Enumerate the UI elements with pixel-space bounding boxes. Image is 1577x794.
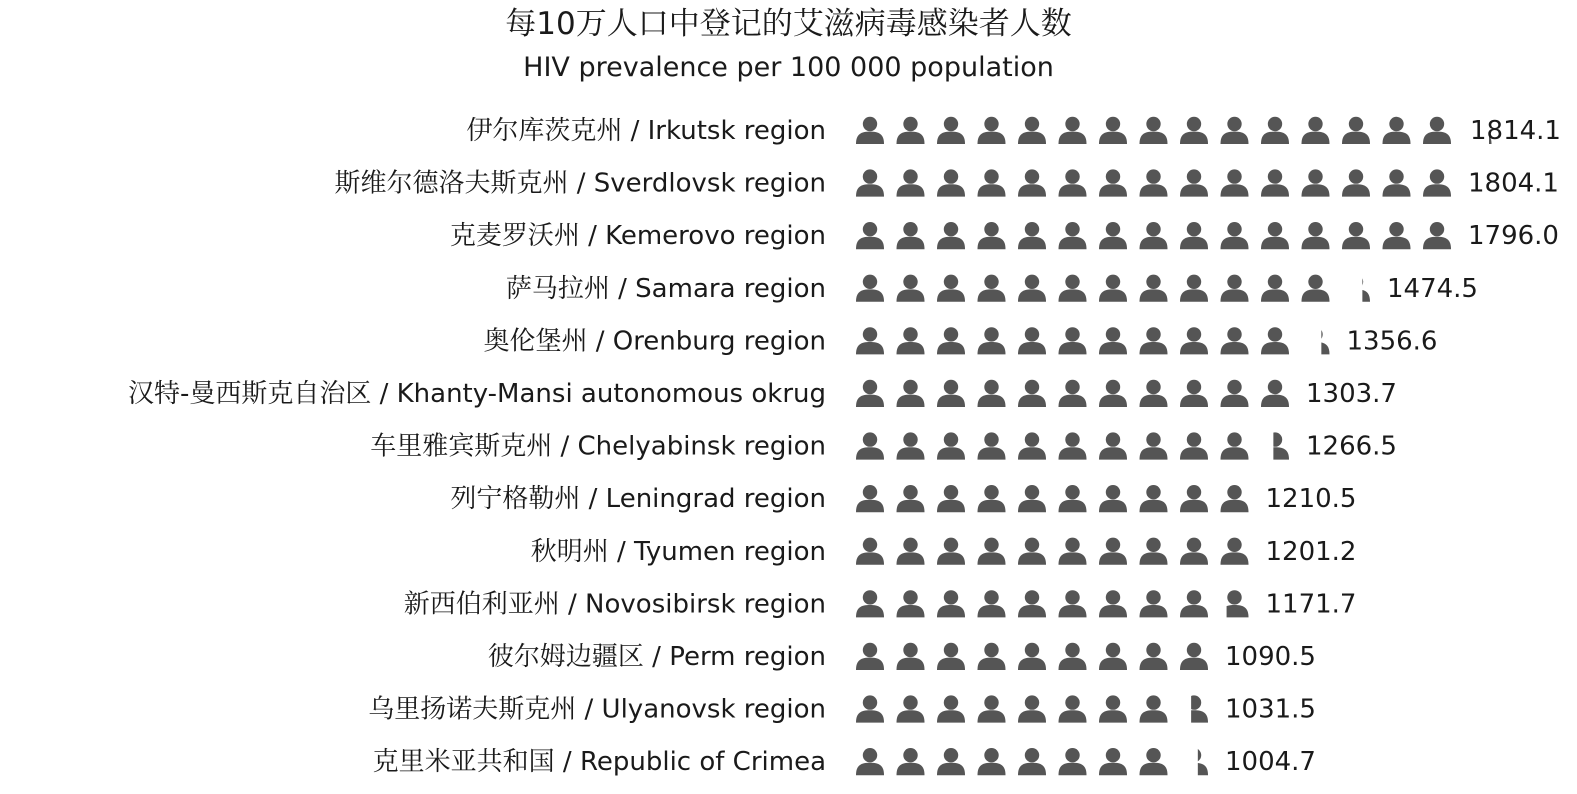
person-icon xyxy=(1180,275,1208,302)
person-icon xyxy=(1140,432,1168,459)
person-icon xyxy=(1140,275,1168,302)
value-label: 1171.7 xyxy=(1265,589,1357,620)
value-label: 1201.2 xyxy=(1265,536,1357,567)
person-icon xyxy=(1140,222,1168,249)
person-icon xyxy=(1059,380,1087,407)
chart-row xyxy=(370,432,1397,462)
person-icon xyxy=(856,222,884,249)
person-icon xyxy=(1099,590,1127,617)
person-icon xyxy=(978,538,1006,565)
value-label: 1090.5 xyxy=(1225,642,1316,672)
partial-icon-group xyxy=(1180,695,1208,722)
value-label: 1356.6 xyxy=(1346,326,1438,357)
value-label: 1031.5 xyxy=(1225,694,1316,725)
person-icon xyxy=(897,590,925,617)
person-icon xyxy=(1180,590,1208,617)
person-icon xyxy=(1423,169,1451,196)
person-icon xyxy=(1180,432,1208,459)
category-label: 列宁格勒州 / Leningrad region xyxy=(450,484,826,515)
person-icon xyxy=(1018,485,1046,512)
person-icon xyxy=(1383,169,1411,196)
person-icon xyxy=(1383,117,1411,144)
person-icon xyxy=(1180,485,1208,512)
value-label: 1796.0 xyxy=(1468,221,1559,252)
person-icon xyxy=(937,169,965,196)
person-icon xyxy=(856,748,884,775)
person-icon xyxy=(1099,432,1127,459)
person-icon xyxy=(937,327,965,354)
person-icon xyxy=(1302,169,1330,196)
person-icon xyxy=(1221,538,1249,565)
person-icon xyxy=(1018,590,1046,617)
person-icon xyxy=(897,748,925,775)
person-icon xyxy=(1018,222,1046,249)
person-icon xyxy=(1099,169,1127,196)
person-icon xyxy=(937,748,965,775)
chart-row xyxy=(483,326,1437,356)
person-icon xyxy=(897,432,925,459)
person-icon xyxy=(856,485,884,512)
person-icon xyxy=(937,695,965,722)
person-icon xyxy=(937,643,965,670)
person-icon xyxy=(1180,643,1208,670)
person-icon xyxy=(856,117,884,144)
person-icon xyxy=(1018,169,1046,196)
category-label: 彼尔姆边疆区 / Perm region xyxy=(487,642,826,672)
value-label: 1210.5 xyxy=(1265,484,1357,515)
person-icon xyxy=(1261,117,1289,144)
person-icon xyxy=(856,590,884,617)
category-label: 汉特-曼西斯克自治区 / Khanty-Mansi autonomous okrug xyxy=(127,379,826,409)
person-icon xyxy=(897,169,925,196)
person-icon xyxy=(1140,169,1168,196)
person-icon xyxy=(978,275,1006,302)
person-icon xyxy=(897,695,925,722)
person-icon xyxy=(937,432,965,459)
person-icon xyxy=(1180,538,1208,565)
person-icon xyxy=(1099,538,1127,565)
person-icon xyxy=(1180,748,1208,775)
person-icon xyxy=(1140,327,1168,354)
person-icon xyxy=(1018,538,1046,565)
person-icon xyxy=(897,380,925,407)
person-icon xyxy=(937,117,965,144)
chart-row xyxy=(128,379,1397,409)
chart-row xyxy=(334,169,1559,199)
person-icon xyxy=(897,485,925,512)
person-icon xyxy=(978,485,1006,512)
person-icon xyxy=(1059,590,1087,617)
person-icon xyxy=(1302,327,1330,354)
person-icon xyxy=(1261,222,1289,249)
person-icon xyxy=(1261,327,1289,354)
person-icon xyxy=(856,695,884,722)
value-label: 1266.5 xyxy=(1306,431,1397,462)
chart-row xyxy=(368,695,1316,725)
person-icon xyxy=(1059,432,1087,459)
chart-row xyxy=(450,221,1559,251)
chart-row xyxy=(466,116,1561,146)
category-label: 新西伯利亚州 / Novosibirsk region xyxy=(403,589,826,620)
person-icon xyxy=(978,432,1006,459)
chart-title: 每10万人口中登记的艾滋病毒感染者人数 xyxy=(505,6,1072,42)
person-icon xyxy=(937,380,965,407)
person-icon xyxy=(1180,169,1208,196)
chart-row xyxy=(488,642,1316,672)
category-label: 乌里扬诺夫斯克州 / Ulyanovsk region xyxy=(368,694,826,725)
person-icon xyxy=(1099,695,1127,722)
person-icon xyxy=(1423,117,1451,144)
person-icon xyxy=(1140,643,1168,670)
person-icon xyxy=(978,380,1006,407)
person-icon xyxy=(1059,222,1087,249)
person-icon xyxy=(978,643,1006,670)
value-label: 1804.1 xyxy=(1468,168,1559,199)
person-icon xyxy=(937,590,965,617)
chart-subtitle: HIV prevalence per 100 000 population xyxy=(523,52,1054,83)
person-icon xyxy=(1140,117,1168,144)
person-icon xyxy=(1261,169,1289,196)
person-icon xyxy=(937,485,965,512)
person-icon xyxy=(897,117,925,144)
person-icon xyxy=(1099,117,1127,144)
person-icon xyxy=(1140,695,1168,722)
category-label: 克麦罗沃州 / Kemerovo region xyxy=(449,221,826,252)
value-label: 1814.1 xyxy=(1470,116,1561,146)
person-icon xyxy=(1221,275,1249,302)
partial-icon-group xyxy=(1221,590,1249,617)
person-icon xyxy=(1261,275,1289,302)
person-icon xyxy=(1018,748,1046,775)
person-icon xyxy=(1018,327,1046,354)
person-icon xyxy=(1302,222,1330,249)
person-icon xyxy=(856,643,884,670)
person-icon xyxy=(1059,275,1087,302)
person-icon xyxy=(1099,275,1127,302)
person-icon xyxy=(897,643,925,670)
partial-icon-group xyxy=(1180,748,1208,775)
person-icon xyxy=(978,327,1006,354)
person-icon xyxy=(1018,643,1046,670)
person-icon xyxy=(1059,643,1087,670)
person-icon xyxy=(897,327,925,354)
person-icon xyxy=(1221,485,1249,512)
person-icon xyxy=(1342,222,1370,249)
person-icon xyxy=(1302,275,1330,302)
person-icon xyxy=(1423,222,1451,249)
person-icon xyxy=(1059,695,1087,722)
person-icon xyxy=(978,748,1006,775)
person-icon xyxy=(978,169,1006,196)
person-icon xyxy=(897,275,925,302)
person-icon xyxy=(1180,327,1208,354)
person-icon xyxy=(1099,327,1127,354)
person-icon xyxy=(1099,748,1127,775)
person-icon xyxy=(1180,380,1208,407)
chart-row xyxy=(404,589,1357,619)
chart-row xyxy=(450,484,1356,514)
person-icon xyxy=(1180,117,1208,144)
person-icon xyxy=(1342,169,1370,196)
person-icon xyxy=(1221,169,1249,196)
partial-icon-group xyxy=(1302,327,1330,354)
person-icon xyxy=(937,538,965,565)
person-icon xyxy=(897,222,925,249)
category-label: 克里米亚共和国 / Republic of Crimea xyxy=(372,747,826,778)
person-icon xyxy=(1099,380,1127,407)
person-icon xyxy=(856,538,884,565)
category-label: 奥伦堡州 / Orenburg region xyxy=(483,326,826,357)
chart-row xyxy=(373,747,1316,777)
category-label: 秋明州 / Tyumen region xyxy=(530,536,826,567)
person-icon xyxy=(1140,380,1168,407)
person-icon xyxy=(1221,222,1249,249)
person-icon xyxy=(1221,380,1249,407)
person-icon xyxy=(1140,485,1168,512)
person-icon xyxy=(1059,169,1087,196)
person-icon xyxy=(1140,590,1168,617)
chart-row xyxy=(531,537,1357,567)
category-label: 车里雅宾斯克州 / Chelyabinsk region xyxy=(370,431,826,462)
person-icon xyxy=(1221,432,1249,459)
person-icon xyxy=(978,222,1006,249)
person-icon xyxy=(1018,117,1046,144)
person-icon xyxy=(1383,222,1411,249)
person-icon xyxy=(978,590,1006,617)
person-icon xyxy=(1140,748,1168,775)
person-icon xyxy=(1059,117,1087,144)
person-icon xyxy=(1221,327,1249,354)
person-icon xyxy=(978,695,1006,722)
person-icon xyxy=(1018,380,1046,407)
person-icon xyxy=(856,327,884,354)
person-icon xyxy=(856,169,884,196)
person-icon xyxy=(1018,695,1046,722)
person-icon xyxy=(1342,275,1370,302)
person-icon xyxy=(1221,590,1249,617)
person-icon xyxy=(1099,485,1127,512)
person-icon xyxy=(1059,327,1087,354)
person-icon xyxy=(1018,432,1046,459)
person-icon xyxy=(1302,117,1330,144)
person-icon xyxy=(1261,432,1289,459)
category-label: 萨马拉州 / Samara region xyxy=(505,273,826,304)
person-icon xyxy=(856,432,884,459)
person-icon xyxy=(937,275,965,302)
person-icon xyxy=(937,222,965,249)
person-icon xyxy=(1140,538,1168,565)
person-icon xyxy=(1059,538,1087,565)
person-icon xyxy=(1059,748,1087,775)
person-icon xyxy=(1342,117,1370,144)
person-icon xyxy=(1180,222,1208,249)
value-label: 1474.5 xyxy=(1387,273,1478,304)
person-icon xyxy=(1099,222,1127,249)
person-icon xyxy=(1099,643,1127,670)
person-icon xyxy=(1059,485,1087,512)
category-label: 斯维尔德洛夫斯克州 / Sverdlovsk region xyxy=(334,168,826,199)
partial-icon-group xyxy=(1342,275,1370,302)
person-icon xyxy=(978,117,1006,144)
partial-icon-group xyxy=(1261,432,1289,459)
person-icon xyxy=(1180,695,1208,722)
value-label: 1004.7 xyxy=(1225,747,1316,778)
person-icon xyxy=(856,275,884,302)
person-icon xyxy=(1018,275,1046,302)
person-icon xyxy=(1261,380,1289,407)
person-icon xyxy=(897,538,925,565)
person-icon xyxy=(856,380,884,407)
person-icon xyxy=(1221,117,1249,144)
value-label: 1303.7 xyxy=(1306,379,1397,409)
chart-row xyxy=(506,274,1478,304)
category-label: 伊尔库茨克州 / Irkutsk region xyxy=(466,116,826,146)
